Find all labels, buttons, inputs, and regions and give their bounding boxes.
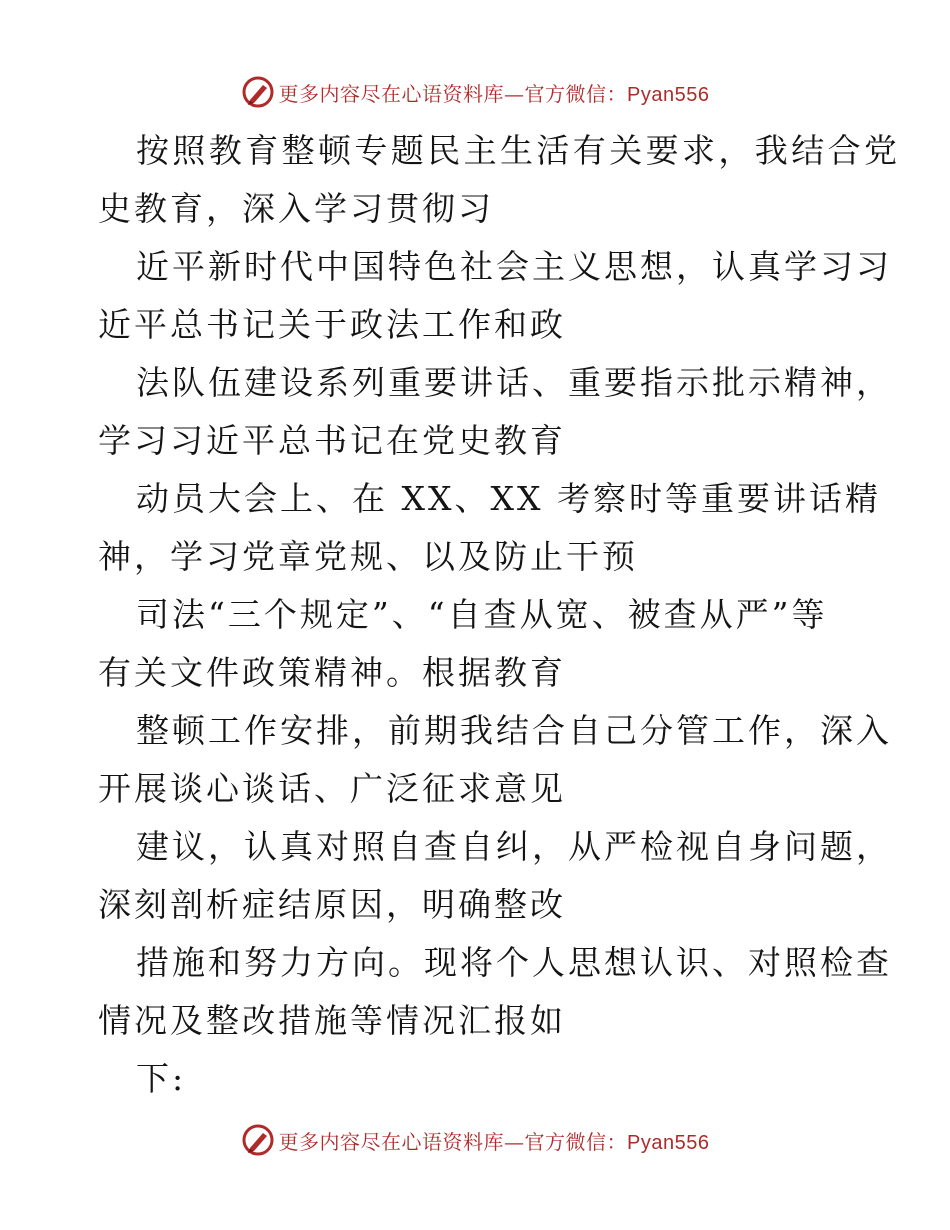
- text-line: 史教育，深入学习贯彻习: [98, 189, 494, 228]
- text-line: 法队伍建设系列重要讲话、重要指示批示精神，: [136, 363, 892, 402]
- text-line: 建议，认真对照自查自纠，从严检视自身问题，: [136, 827, 892, 866]
- text-line: 开展谈心谈话、广泛征求意见: [98, 769, 566, 808]
- text-line: 近平新时代中国特色社会主义思想，认真学习习: [136, 247, 892, 286]
- text-line: 近平总书记关于政法工作和政: [98, 305, 566, 344]
- text-line: 神，学习党章党规、以及防止干预: [98, 537, 638, 576]
- watermark-text: 更多内容尽在心语资料库—官方微信：Pyan556: [278, 1129, 710, 1154]
- text-line: 措施和努力方向。现将个人思想认识、对照检查: [136, 943, 892, 982]
- text-line: 学习习近平总书记在党史教育: [98, 421, 566, 460]
- document-body: [98, 122, 901, 1108]
- text-line: 司法“三个规定”、“自查从宽、被查从严”等: [136, 595, 828, 634]
- watermark-text: 更多内容尽在心语资料库—官方微信：Pyan556: [278, 81, 710, 106]
- watermark-header: [0, 72, 950, 112]
- pen-logo-icon: [241, 75, 275, 109]
- watermark-wechat-id: Pyan556: [627, 1131, 710, 1154]
- text-line: 动员大会上、在 XX、XX 考察时等重要讲话精: [136, 479, 881, 518]
- text-line: 下:: [136, 1059, 187, 1098]
- text-line: 按照教育整顿专题民主生活有关要求，我结合党: [136, 131, 901, 170]
- watermark-wechat-id: Pyan556: [627, 83, 710, 106]
- text-line: 深刻剖析症结原因，明确整改: [98, 885, 566, 924]
- pen-logo-icon: [241, 1123, 275, 1157]
- watermark-footer: [0, 1120, 950, 1160]
- text-line: 整顿工作安排，前期我结合自己分管工作，深入: [136, 711, 892, 750]
- text-line: 有关文件政策精神。根据教育: [98, 653, 566, 692]
- text-line: 情况及整改措施等情况汇报如: [98, 1001, 566, 1040]
